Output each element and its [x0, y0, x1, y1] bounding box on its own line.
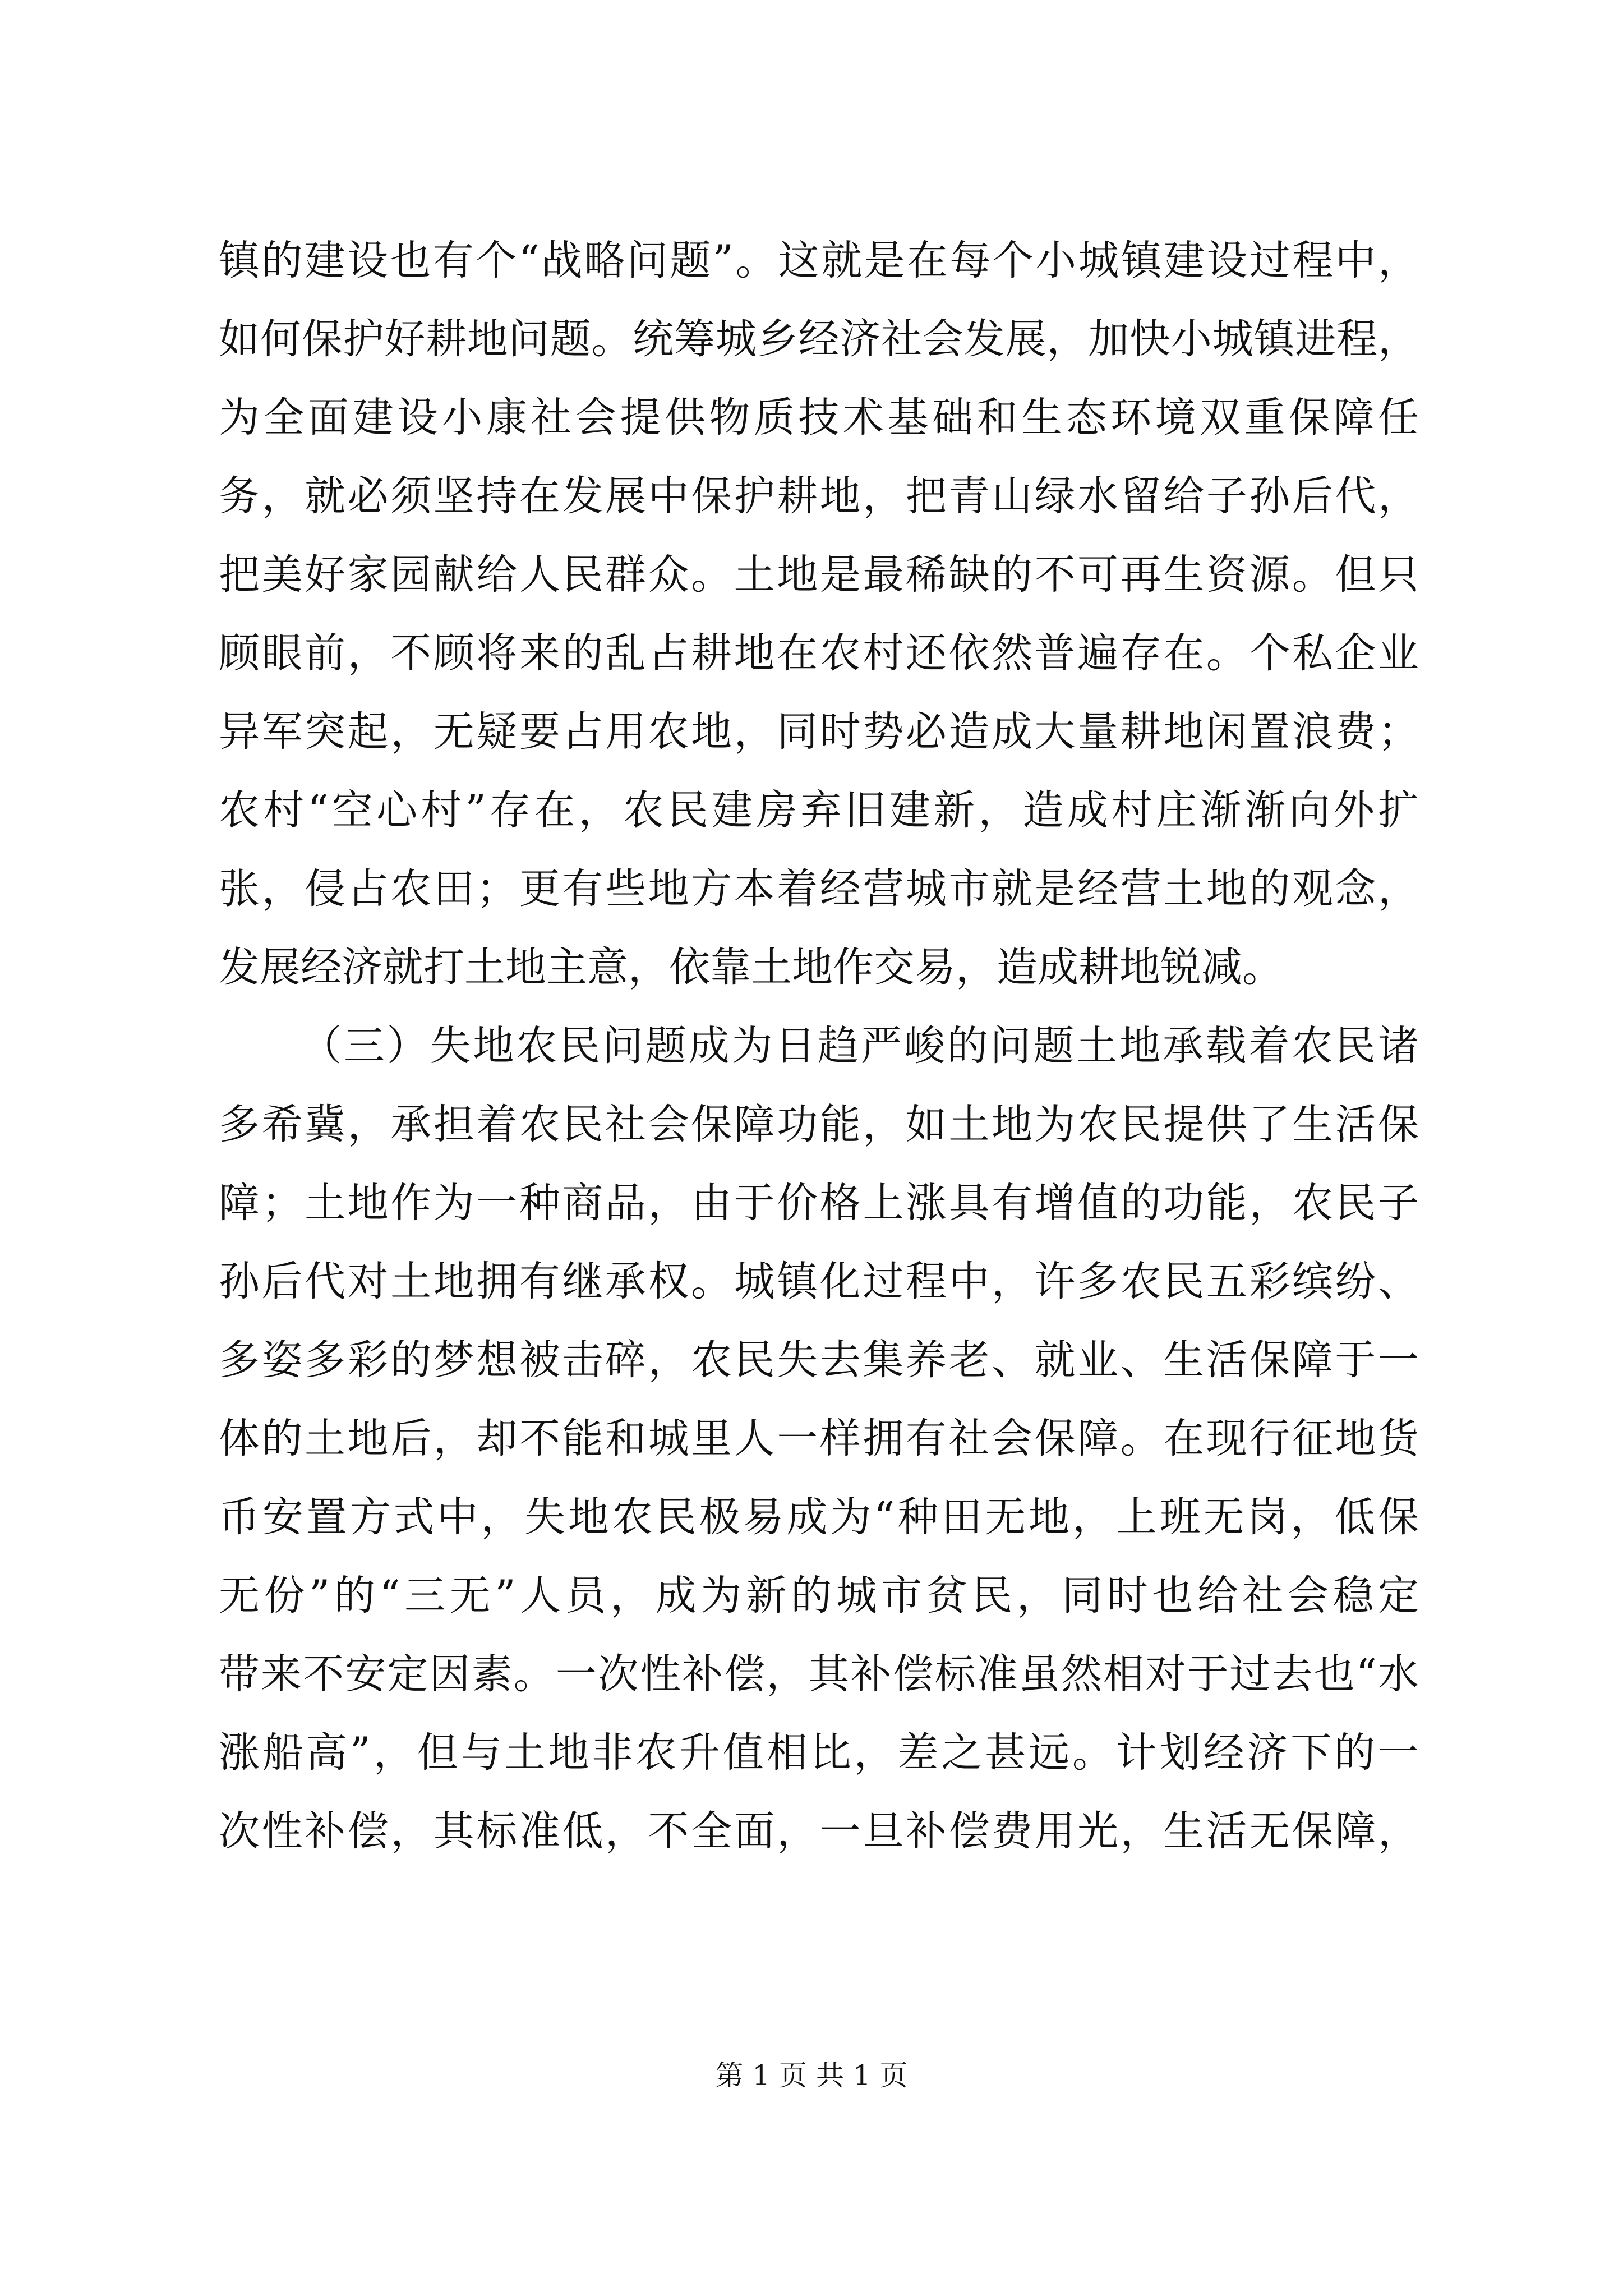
- text-line: 张，侵占农田；更有些地方本着经营城市就是经营土地的观念，: [219, 865, 1419, 913]
- text-line: 无份”的“三无”人员，成为新的城市贫民，同时也给社会稳定: [219, 1572, 1419, 1619]
- page-footer: [0, 2056, 1623, 2095]
- page-number: 第 1 页 共 1 页: [715, 2059, 908, 2092]
- text-line: 发展经济就打土地主意，依靠土地作交易，造成耕地锐减。: [219, 944, 1283, 991]
- text-line: 孙后代对土地拥有继承权。城镇化过程中，许多农民五彩缤纷、: [219, 1258, 1419, 1305]
- text-line: 农村“空心村”存在，农民建房弃旧建新，造成村庄渐渐向外扩: [219, 786, 1419, 834]
- paragraph-2: [219, 1007, 1419, 1871]
- text-line: 体的土地后，却不能和城里人一样拥有社会保障。在现行征地货: [219, 1415, 1419, 1462]
- text-line: （三）失地农民问题成为日趋严峻的问题土地承载着农民诸: [301, 1022, 1419, 1070]
- text-line: 把美好家园献给人民群众。土地是最稀缺的不可再生资源。但只: [219, 551, 1419, 599]
- text-line: 带来不安定因素。一次性补偿，其补偿标准虽然相对于过去也“水: [219, 1650, 1419, 1698]
- text-line: 多希冀，承担着农民社会保障功能，如土地为农民提供了生活保: [219, 1101, 1419, 1148]
- text-line: 为全面建设小康社会提供物质技术基础和生态环境双重保障任: [219, 394, 1419, 441]
- text-line: 次性补偿，其标准低，不全面，一旦补偿费用光，生活无保障，: [219, 1807, 1419, 1855]
- text-line: 如何保护好耕地问题。统筹城乡经济社会发展，加快小城镇进程，: [219, 315, 1419, 363]
- text-line: 涨船高”，但与土地非农升值相比，差之甚远。计划经济下的一: [219, 1729, 1419, 1777]
- text-line: 障；土地作为一种商品，由于价格上涨具有增值的功能，农民子: [219, 1179, 1419, 1227]
- document-body: [219, 222, 1419, 1871]
- text-line: 多姿多彩的梦想被击碎，农民失去集养老、就业、生活保障于一: [219, 1336, 1419, 1384]
- text-line: 顾眼前，不顾将来的乱占耕地在农村还依然普遍存在。个私企业: [219, 629, 1419, 677]
- text-line: 币安置方式中，失地农民极易成为“种田无地，上班无岗，低保: [219, 1493, 1419, 1541]
- paragraph-1: [219, 222, 1419, 1007]
- text-line: 务，就必须坚持在发展中保护耕地，把青山绿水留给子孙后代，: [219, 472, 1419, 520]
- text-line: 镇的建设也有个“战略问题”。这就是在每个小城镇建设过程中，: [219, 237, 1419, 284]
- text-line: 异军突起，无疑要占用农地，同时势必造成大量耕地闲置浪费；: [219, 708, 1419, 756]
